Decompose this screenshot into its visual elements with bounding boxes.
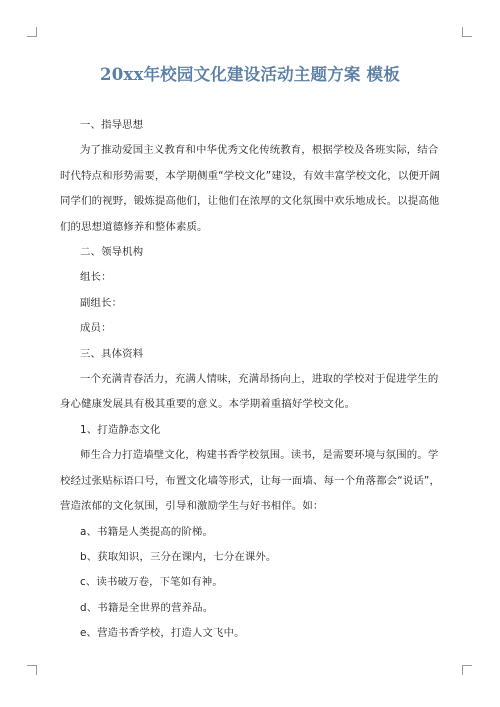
subheading-static-culture: 1、打造静态文化 <box>80 423 161 436</box>
deputy-leader-label: 副组长： <box>80 296 123 309</box>
section-heading-leadership: 二、领导机构 <box>80 246 144 259</box>
page-corner-mark-top-left <box>27 27 37 37</box>
list-item-d: d、书籍是全世界的营养品。 <box>80 601 214 614</box>
list-item-e: e、营造书香学校，打造人文飞中。 <box>80 627 245 640</box>
document-title: 20xx年校园文化建设活动主题方案 模板 <box>100 65 400 84</box>
list-item-c: c、读书破万卷，下笔如有神。 <box>80 576 223 589</box>
document-body <box>60 113 445 647</box>
page-corner-mark-top-right <box>462 27 472 37</box>
page-corner-mark-bottom-right <box>462 665 472 675</box>
members-label: 成员： <box>80 322 112 335</box>
paragraph-guiding-ideology: 为了推动爱国主义教育和中华优秀文化传统教育，根据学校及各班实际，结合时代特点和形势需要，本学期侧重“学校文化”建设，有效丰富学校文化，以便开阔同学们的视野，锻炼提高他们，让他们在浓厚的文化氛围中欢乐地成长。以提高他们的思想道德修养和整体素质。 <box>60 144 440 233</box>
section-heading-guiding-ideology: 一、指导思想 <box>80 119 144 131</box>
section-heading-details: 三、具体资料 <box>80 347 144 360</box>
list-item-a: a、书籍是人类提高的阶梯。 <box>80 525 214 538</box>
paragraph-static-culture: 师生合力打造墙壁文化，构建书香学校氛围。读书，是需要环境与氛围的。学校经过张贴标语口号，布置文化墙等形式，让每一面墙、每一个角落都会“说话”，营造浓郁的文化氛围，引导和激励学生与好书相伴。如： <box>60 449 440 513</box>
list-item-b: b、获取知识，三分在课内，七分在课外。 <box>80 550 277 563</box>
page-corner-mark-bottom-left <box>27 665 37 675</box>
paragraph-details: 一个充满青春活力，充满人情味，充满昂扬向上，进取的学校对于促进学生的身心健康发展具有极其重要的意义。本学期着重搞好学校文化。 <box>60 373 439 411</box>
leader-label: 组长： <box>80 271 112 284</box>
